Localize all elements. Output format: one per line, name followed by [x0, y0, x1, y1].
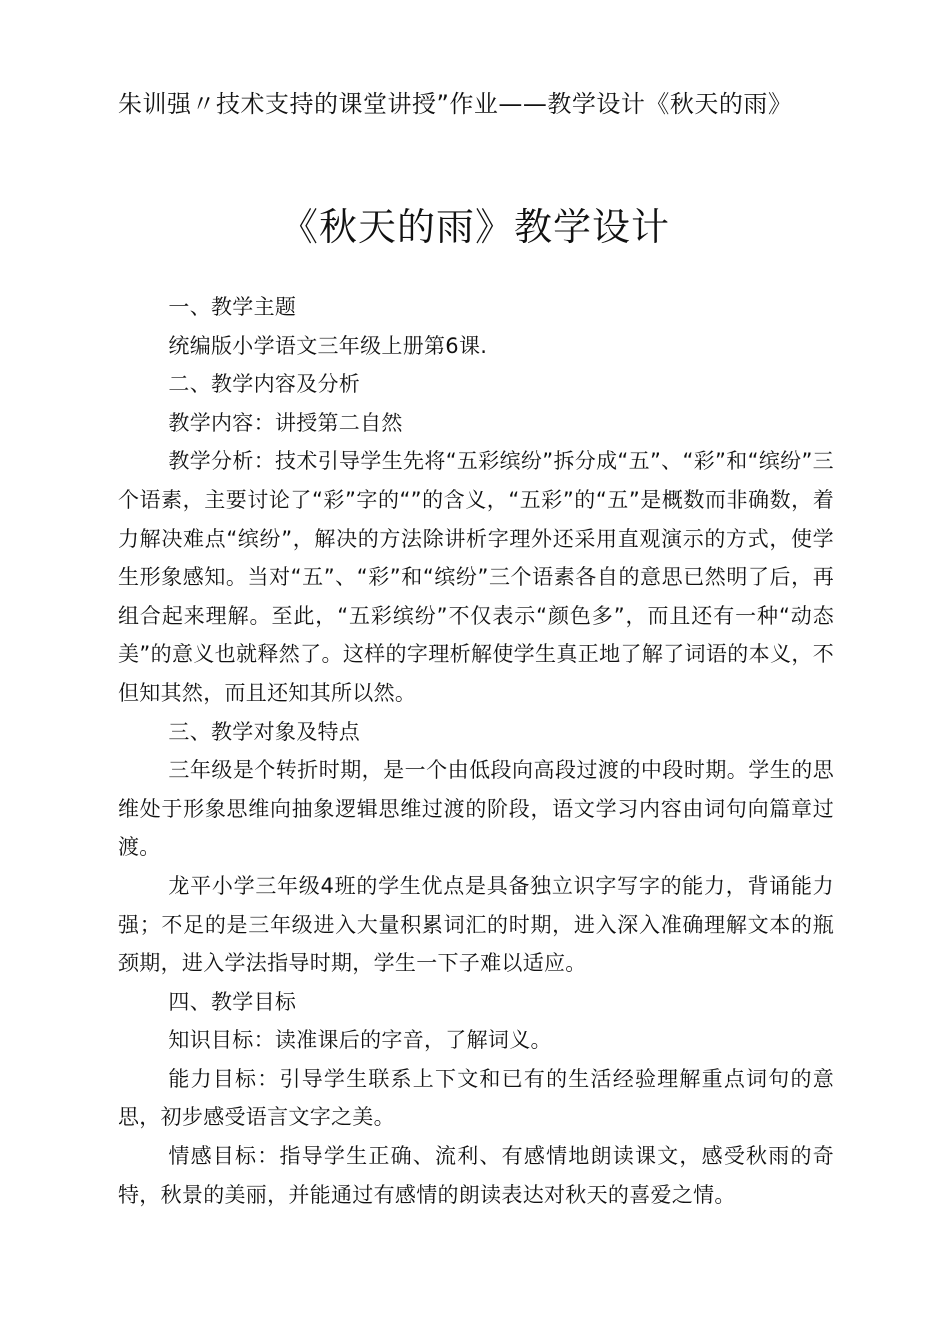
- document-header-line: 朱训强〃技术支持的课堂讲授”作业——教学设计《秋天的雨》: [118, 90, 793, 118]
- paragraph-audience-2: 龙平小学三年级4班的学生优点是具备独立识字写字的能力，背诵能力强；不足的是三年级进入大量积累词汇的时期，进入深入准确理解文本的瓶颈期，进入学法指导时期，学生一下子难以适应。: [118, 873, 834, 976]
- paragraph-theme: 统编版小学语文三年级上册第6课.: [168, 333, 488, 358]
- paragraph-teaching-content: 教学内容：讲授第二自然: [168, 410, 403, 435]
- paragraph-audience-1: 三年级是个转折时期，是一个由低段向高段过渡的中段时期。学生的思维处于形象思维向抽象逻辑思维过渡的阶段，语文学习内容由词句向篇章过渡。: [118, 758, 834, 860]
- document-body: [118, 288, 834, 1214]
- section-heading-audience: 三、教学对象及特点: [168, 719, 361, 744]
- section-heading-theme: 一、教学主题: [168, 295, 297, 319]
- document-title: 《秋天的雨》教学设计: [279, 205, 670, 249]
- paragraph-emotion-objective: 情感目标：指导学生正确、流利、有感情地朗读课文，感受秋雨的奇特，秋景的美丽，并能通过有感情的朗读表达对秋天的喜爱之情。: [118, 1144, 834, 1207]
- section-heading-objectives: 四、教学目标: [168, 989, 297, 1014]
- paragraph-knowledge-objective: 知识目标：读准课后的字音，了解词义。: [168, 1028, 552, 1053]
- section-heading-content: 二、教学内容及分析: [168, 372, 361, 397]
- paragraph-ability-objective: 能力目标：引导学生联系上下文和已有的生活经验理解重点词句的意思，初步感受语言文字之美。: [118, 1066, 834, 1130]
- paragraph-teaching-analysis: 教学分析：技术引导学生先将“五彩缤纷”拆分成“五”、“彩”和“缤纷”三个语素，主要讨论了“彩”字的“”的含义，“五彩”的“五”是概数而非确数，着力解决难点“缤纷”，解决的方法除讲析字理外还采用直观演示的方式，使学生形象感知。当对“五”、“彩”和“缤纷”三个语素各自的意思已然明了后，再组合起来理解。至此，“五彩缤纷”不仅表示“颜色多”，而且还有一种“动态美”的意义也就释然了。这样的字理析解使学生真正地了解了词语的本义，不但知其然，而且还知其所以然。: [118, 449, 834, 705]
